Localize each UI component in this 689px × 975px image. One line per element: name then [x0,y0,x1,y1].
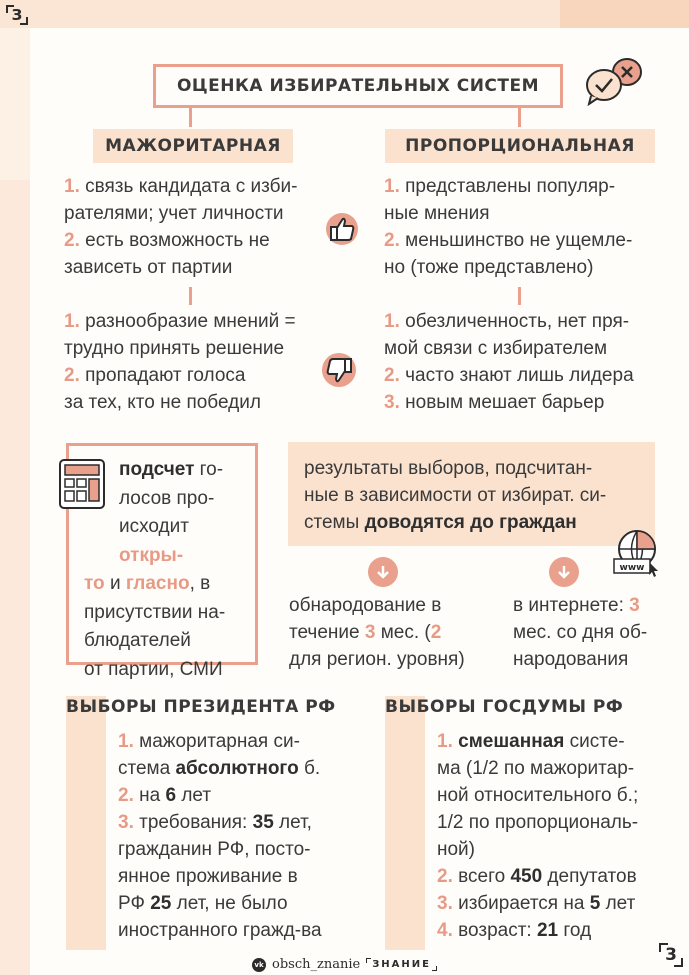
majoritarian-heading: МАЖОРИТАРНАЯ [93,129,293,163]
chat-check-cross-icon [585,56,645,106]
thumbs-down-icon [320,351,358,389]
arrow-down-icon [549,557,579,587]
www-label: www [619,563,645,573]
results-text: результаты выборов, подсчитан- ные в зависимости от избират. си- стемы доводятся до граждан [304,458,607,533]
vk-icon[interactable]: vk [252,958,266,972]
publication-official: обнародование в течение 3 мес. (2 для регион. уровня) [289,595,465,670]
divider-left [189,287,192,305]
background-accent [560,0,689,28]
footer [0,957,689,972]
corner-logo: З [6,5,28,25]
proportional-cons: 1. обезличенность, нет пря- мой связи с избирателем 2. часто знают лишь лидера 3. новым мешает барьер [384,311,634,413]
background-side [0,180,30,975]
connector-right [518,107,521,127]
president-heading: ВЫБОРЫ ПРЕЗИДЕНТА РФ [66,697,336,717]
footer-brand: ЗНАНИЕ [366,959,437,970]
president-list: 1. мажоритарная си- стема абсолютного б. 2. на 6 лет 3. требования: 35 лет, гражданин РФ, посто- янное проживание в РФ 25 лет, не было иностранного гражд-ва [118,731,322,941]
president-accent-bar [66,696,106,950]
duma-list: 1. смешанная систе- ма (1/2 по мажоритар- ной относительного б.; 1/2 по пропорциональ- ной) 2. всего 450 депутатов 3. избирается на 5 лет 4. возраст: 21 год [437,731,639,941]
thumbs-up-icon [325,212,359,246]
duma-accent-bar [385,696,425,950]
vote-count-text: подсчет го- лосов про- исходит откры- то и гласно, в присутствии на- блюдателей от партии, СМИ [84,459,226,680]
footer-handle[interactable]: obsch_znanie [272,957,361,972]
duma-heading: ВЫБОРЫ ГОСДУМЫ РФ [385,697,624,717]
majoritarian-pros: 1. связь кандидата с изби- рателями; учет личности 2. есть возможность не зависеть от партии [64,176,298,278]
divider-right [518,287,521,305]
majoritarian-cons: 1. разнообразие мнений = трудно принять решение 2. пропадают голоса за тех, кто не победил [64,311,296,413]
page-number: 3 [659,943,683,967]
globe-www-icon [612,527,662,579]
page-title: ОЦЕНКА ИЗБИРАТЕЛЬНЫХ СИСТЕМ [153,64,563,108]
connector-left [189,107,192,127]
proportional-pros: 1. представлены популяр- ные мнения 2. меньшинство не ущемле- но (тоже представлено) [384,176,633,278]
arrow-down-icon [368,557,398,587]
publication-internet: в интернете: 3 мес. со дня об- народования [513,595,648,670]
proportional-heading: ПРОПОРЦИОНАЛЬНАЯ [385,129,655,163]
